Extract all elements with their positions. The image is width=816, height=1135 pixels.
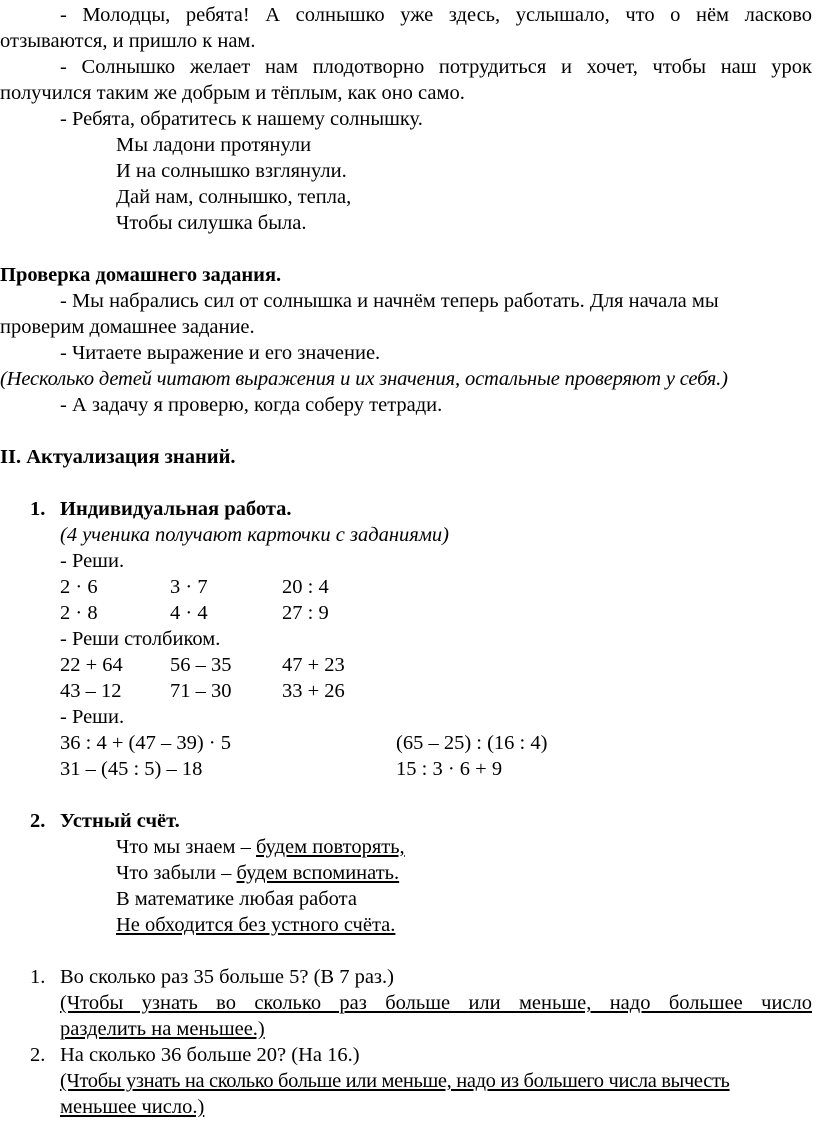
question-1-rule-line-2: разделить на меньшее.) (60, 1018, 265, 1040)
item-1-solve-2: - Реши столбиком. (60, 628, 221, 650)
item-2-title: Устный счёт. (60, 810, 180, 832)
expr-r6-c2: 15 : 3 · 6 + 9 (396, 758, 503, 780)
item-1-solve-1: - Реши. (60, 550, 125, 572)
item-2-poem-line-1-b: будем повторять, (256, 836, 405, 858)
question-2-rule-line-2: меньшее число.) (60, 1096, 205, 1118)
intro-paragraph-3: - Ребята, обратитесь к нашему солнышку. (60, 108, 423, 130)
intro-paragraph-1-line-1: - Молодцы, ребята! А солнышко уже здесь, услышало, что о нём ласково (60, 4, 812, 26)
intro-poem-line-2: И на солнышко взглянули. (116, 160, 347, 182)
expr-r2-c3: 27 : 9 (282, 602, 329, 624)
expr-r1-c3: 20 : 4 (282, 576, 329, 598)
expr-r2-c2: 4 · 4 (170, 602, 208, 624)
intro-paragraph-1-line-2: отзываются, и пришло к нам. (0, 30, 256, 52)
expr-r4-c3: 33 + 26 (282, 680, 345, 702)
item-1-solve-3: - Реши. (60, 706, 125, 728)
expr-r1-c1: 2 · 6 (60, 576, 98, 598)
item-2-poem-line-1 (116, 834, 405, 860)
expr-r5-c2: (65 – 25) : (16 : 4) (396, 732, 548, 754)
homework-paragraph-2: - Читаете выражение и его значение. (60, 342, 381, 364)
expr-r2-c1: 2 · 8 (60, 602, 98, 624)
question-1-number: 1. (30, 966, 46, 988)
section-2-heading: II. Актуализация знаний. (0, 446, 236, 468)
intro-poem-line-3: Дай нам, солнышко, тепла, (116, 186, 352, 208)
question-1-rule-line-1: (Чтобы узнать во сколько раз больше или меньше, надо большее число (60, 992, 812, 1014)
expr-r4-c2: 71 – 30 (170, 680, 232, 702)
question-2-text: На сколько 36 больше 20? (На 16.) (60, 1044, 360, 1066)
homework-heading: Проверка домашнего задания. (0, 264, 282, 286)
question-2-rule-line-1: (Чтобы узнать на сколько больше или меньше, надо из большего числа вычесть (60, 1070, 730, 1092)
intro-paragraph-2-line-1: - Солнышко желает нам плодотворно потрудиться и хочет, чтобы наш урок (60, 56, 812, 78)
item-2-poem-line-2-b: будем вспоминать. (236, 862, 400, 884)
question-2-number: 2. (30, 1044, 46, 1066)
item-2-poem-line-2-a: Что забыли – (116, 862, 237, 884)
expr-r3-c2: 56 – 35 (170, 654, 232, 676)
intro-paragraph-2-line-2: получился таким же добрым и тёплым, как оно само. (0, 82, 465, 104)
item-2-number: 2. (30, 810, 46, 832)
expr-r5-c1: 36 : 4 + (47 – 39) · 5 (60, 732, 231, 754)
item-1-title: Индивидуальная работа. (60, 498, 292, 520)
intro-poem-line-4: Чтобы силушка была. (116, 212, 307, 234)
intro-poem-line-1: Мы ладони протянули (116, 134, 312, 156)
homework-paragraph-1-line-2: проверим домашнее задание. (0, 316, 255, 338)
item-2-poem-line-1-a: Что мы знаем – (116, 836, 256, 858)
homework-paragraph-3: - А задачу я проверю, когда соберу тетради. (60, 394, 443, 416)
item-1-number: 1. (30, 498, 46, 520)
item-1-note: (4 ученика получают карточки с заданиями) (60, 524, 449, 546)
expr-r6-c1: 31 – (45 : 5) – 18 (60, 758, 203, 780)
homework-paragraph-1-line-1: - Мы набрались сил от солнышка и начнём теперь работать. Для начала мы (60, 290, 719, 312)
item-2-poem-line-2 (116, 860, 399, 886)
expr-r1-c2: 3 · 7 (170, 576, 208, 598)
item-2-poem-line-3: В математике любая работа (116, 888, 357, 910)
expr-r4-c1: 43 – 12 (60, 680, 122, 702)
expr-r3-c3: 47 + 23 (282, 654, 345, 676)
item-2-poem-line-4: Не обходится без устного счёта. (116, 914, 396, 936)
homework-note: (Несколько детей читают выражения и их значения, остальные проверяют у себя.) (0, 368, 728, 390)
question-1-text: Во сколько раз 35 больше 5? (В 7 раз.) (60, 966, 394, 988)
expr-r3-c1: 22 + 64 (60, 654, 123, 676)
